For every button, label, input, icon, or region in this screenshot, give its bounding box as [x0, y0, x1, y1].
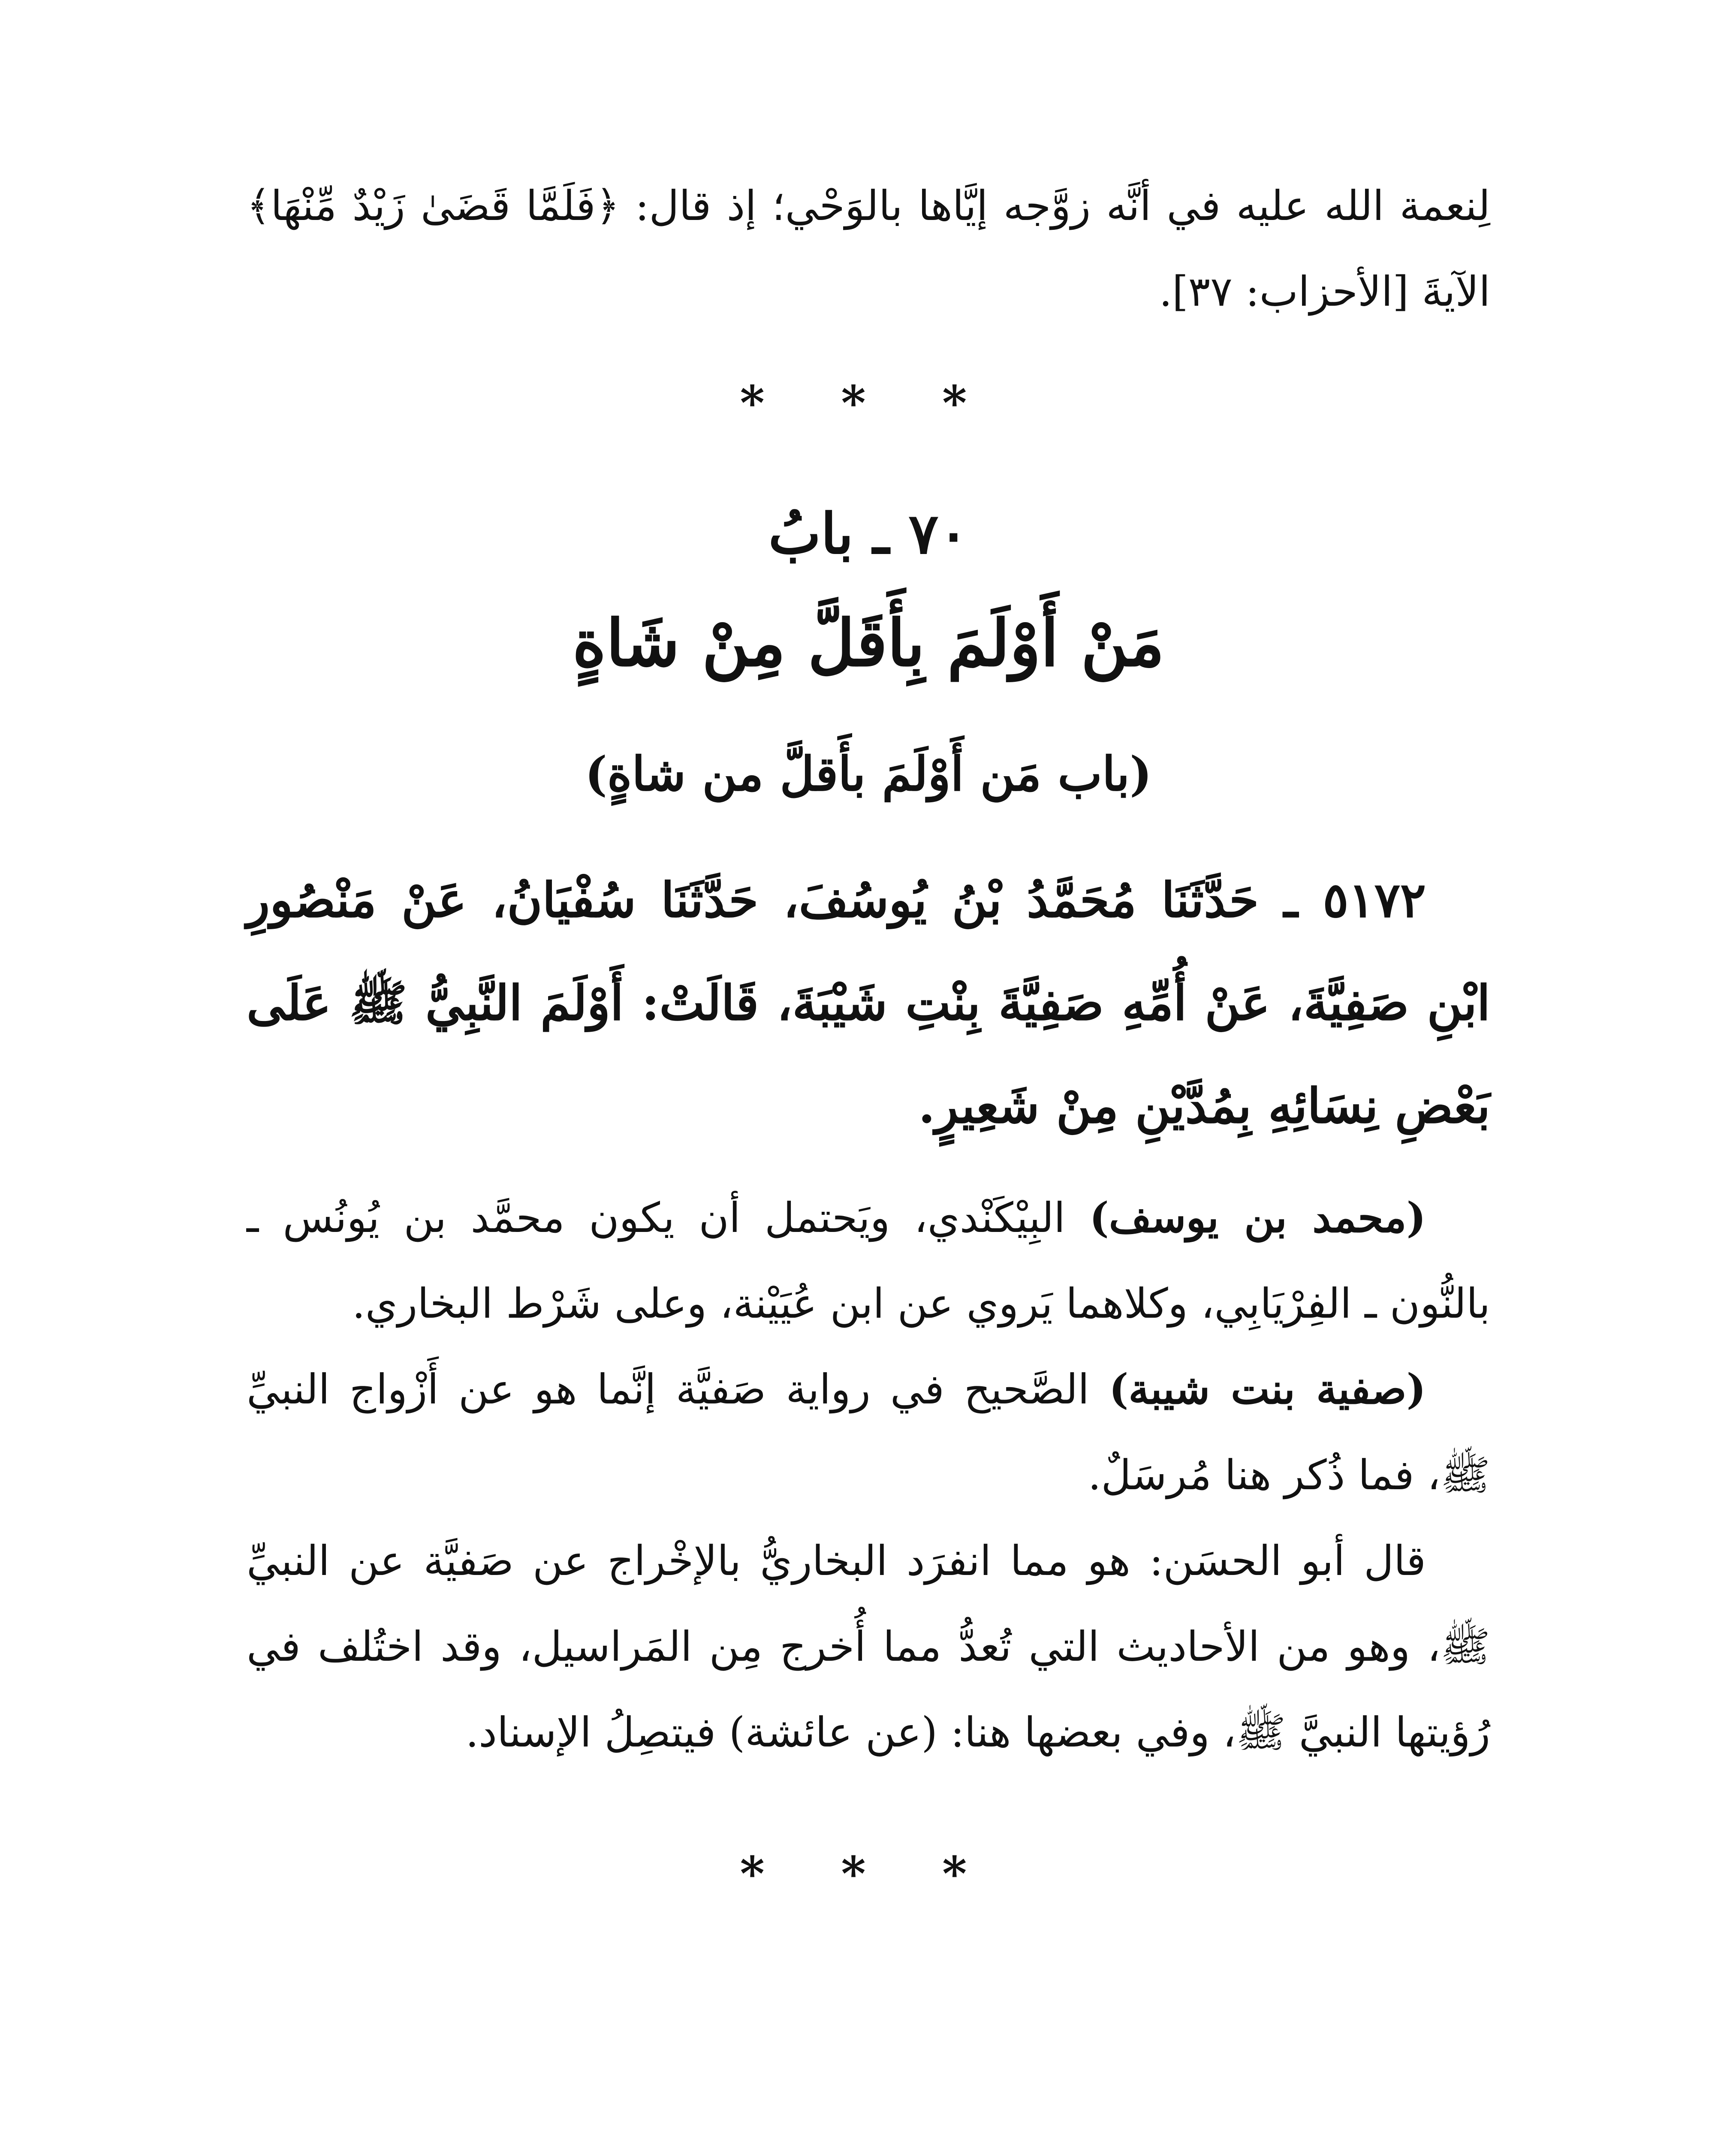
commentary-paragraph-1	[247, 1175, 1490, 1346]
commentary-lead-1: (محمد بن يوسف)	[1089, 1193, 1426, 1242]
commentary-text-1: البِيْكَنْدي، ويَحتمل أن يكون محمَّد بن يُونُس ـ بالنُّون ـ الفِرْيَابِي، وكلاهما يَروي عن ابن عُيَيْنة، وعلى شَرْط البخاري.	[247, 1194, 1490, 1328]
chapter-sub-title: (باب مَن أَوْلَمَ بأَقلَّ من شاةٍ)	[585, 746, 1152, 801]
chapter-number: ٧٠ ـ بابُ	[768, 501, 969, 566]
continuation-line-1: لِنعمة الله عليه في أنَّه زوَّجه إيَّاها بالوَحْي؛ إذ قال: ﴿فَلَمَّا قَضَىٰ زَيْدٌ	[352, 182, 1490, 230]
section-separator-bottom: * * *	[740, 1846, 997, 1901]
commentary-text-3: قال أبو الحسَن: هو مما انفرَد البخاريُّ بالإخْراج عن صَفيَّة عن النبيِّ ﷺ، وهو من الأحاديث التي تُعدُّ مما أُخرج مِن المَراسيل، وقد اختُلف في رُؤيتها النبيَّ ﷺ، وفي بعضها هنا: (عن عائشة) فيتصِلُ الإسناد.	[247, 1537, 1490, 1756]
hadith-text: ٥١٧٢ ـ حَدَّثَنَا مُحَمَّدُ بْنُ يُوسُفَ، حَدَّثَنَا سُفْيَانُ، عَنْ مَنْصُورِ ابْنِ صَفِيَّةَ، عَنْ أُمِّهِ صَفِيَّةَ بِنْتِ شَيْبَةَ، قَالَتْ: أَوْلَمَ النَّبِيُّ ﷺ عَلَى بَعْضِ نِسَائِهِ بِمُدَّيْنِ مِنْ شَعِيرٍ.	[247, 872, 1490, 1134]
commentary-lead-2: (صفية بنت شيبة)	[1109, 1365, 1426, 1413]
commentary-text-2: الصَّحيح في رواية صَفيَّة إنَّما هو عن أَزْواج النبيِّ ﷺ، فما ذُكر هنا مُرسَلٌ.	[247, 1365, 1490, 1499]
commentary-paragraph-3	[247, 1518, 1490, 1775]
chapter-title: مَنْ أَوْلَمَ بِأَقَلَّ مِنْ شَاةٍ	[572, 605, 1165, 681]
page-body	[247, 163, 1490, 2144]
continuation-paragraph	[247, 163, 1490, 334]
commentary-paragraph-2	[247, 1346, 1490, 1518]
continuation-line-2: مِّنْهَا﴾ الآيةَ [الأحزاب: ٣٧].	[247, 182, 1490, 316]
section-separator-top: * * *	[740, 375, 997, 431]
